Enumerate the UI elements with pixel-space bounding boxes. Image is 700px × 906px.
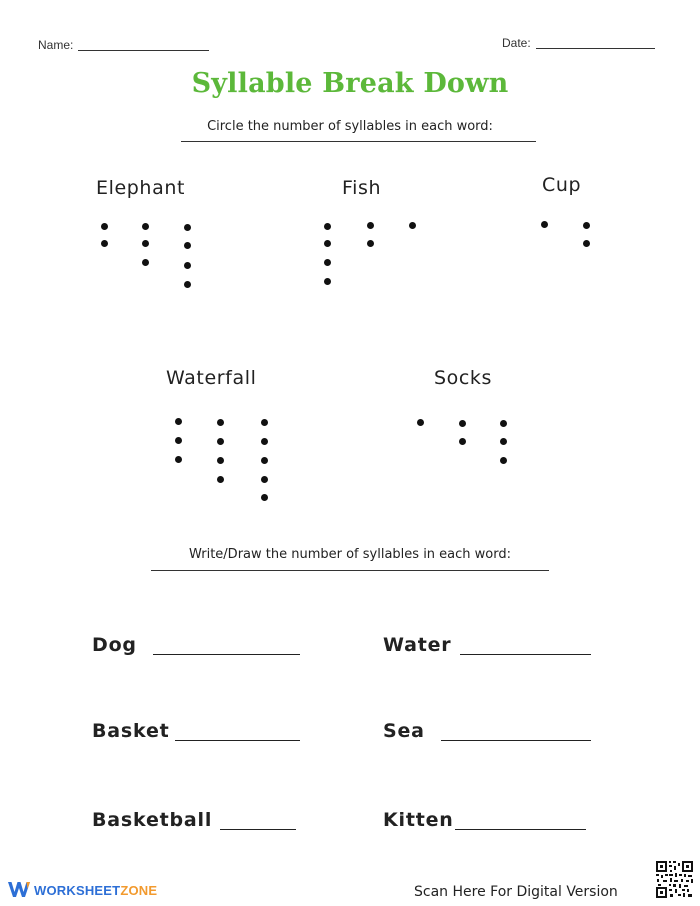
page-title: Syllable Break Down (191, 68, 509, 99)
date-field-line[interactable] (536, 48, 655, 49)
dot (175, 418, 182, 425)
logo-w-icon (6, 880, 32, 900)
dot (184, 262, 191, 269)
write-word-kitten: Kitten (383, 809, 454, 831)
dot (367, 222, 374, 229)
write-line-kitten[interactable] (455, 829, 586, 830)
dot (459, 420, 466, 427)
write-word-sea: Sea (383, 720, 425, 742)
dot (217, 457, 224, 464)
section2-instruction-underline (151, 570, 549, 571)
write-word-basket: Basket (92, 720, 170, 742)
dot (324, 259, 331, 266)
dot (541, 221, 548, 228)
date-label: Date: (502, 36, 531, 50)
dot (261, 419, 268, 426)
dot (367, 240, 374, 247)
dot (101, 223, 108, 230)
dot (583, 240, 590, 247)
dot (500, 457, 507, 464)
write-line-basketball[interactable] (220, 829, 296, 830)
dot (409, 222, 416, 229)
write-word-basketball: Basketball (92, 809, 213, 831)
worksheetzone-logo[interactable] (6, 879, 157, 901)
dot (261, 476, 268, 483)
dot (261, 438, 268, 445)
dot (459, 438, 466, 445)
dot (583, 222, 590, 229)
name-label: Name: (38, 38, 74, 52)
write-line-dog[interactable] (153, 654, 300, 655)
dot (175, 456, 182, 463)
dot (184, 242, 191, 249)
section2-instruction: Write/Draw the number of syllables in each word: (188, 547, 511, 562)
dot (142, 223, 149, 230)
write-word-dog: Dog (92, 634, 137, 656)
dot (184, 281, 191, 288)
dot (261, 457, 268, 464)
word-cup: Cup (542, 174, 582, 196)
dot (217, 476, 224, 483)
word-elephant: Elephant (96, 177, 186, 199)
logo-text-worksheet: WORKSHEET (34, 882, 121, 898)
write-line-water[interactable] (460, 654, 591, 655)
dot (417, 419, 424, 426)
write-line-sea[interactable] (441, 740, 591, 741)
word-socks: Socks (434, 367, 493, 389)
dot (184, 224, 191, 231)
word-waterfall: Waterfall (166, 367, 257, 389)
dot (101, 240, 108, 247)
dot (142, 240, 149, 247)
dot (324, 240, 331, 247)
dot (500, 420, 507, 427)
write-line-basket[interactable] (175, 740, 300, 741)
word-fish: Fish (342, 177, 382, 199)
dot (500, 438, 507, 445)
dot (217, 438, 224, 445)
write-word-water: Water (383, 634, 452, 656)
section1-instruction-underline (181, 141, 536, 142)
scan-text: Scan Here For Digital Version (414, 884, 618, 900)
qr-code-icon[interactable] (655, 860, 694, 899)
dot (217, 419, 224, 426)
logo-text-zone: ZONE (120, 882, 158, 898)
dot (175, 437, 182, 444)
dot (324, 278, 331, 285)
dot (142, 259, 149, 266)
name-field-line[interactable] (78, 50, 209, 51)
dot (324, 223, 331, 230)
section1-instruction: Circle the number of syllables in each word: (207, 119, 493, 134)
dot (261, 494, 268, 501)
